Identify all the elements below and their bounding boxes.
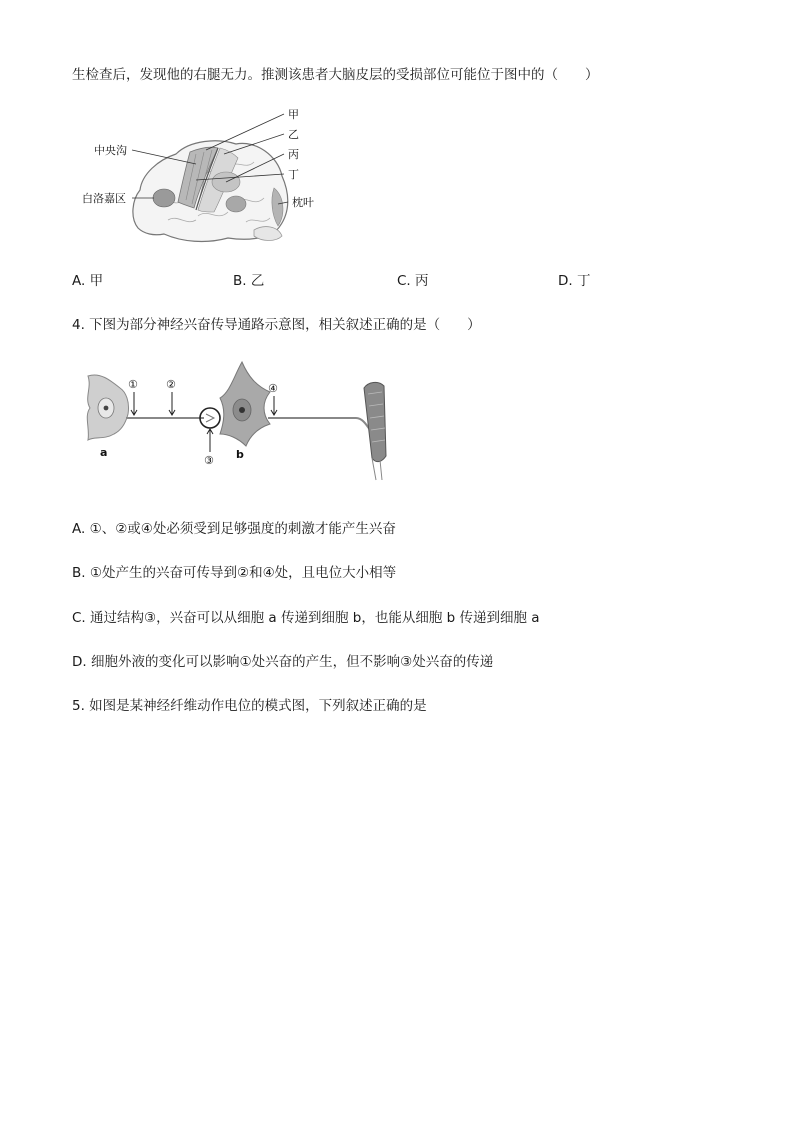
option-key: B. [72, 565, 86, 581]
label-cell-b: b [236, 448, 244, 461]
label-yi: 乙 [288, 128, 299, 141]
option-key: A. [72, 273, 86, 289]
label-3: ③ [204, 454, 214, 467]
q4-option-a [72, 520, 396, 538]
q3-option-d [558, 272, 590, 290]
neuron-figure [80, 358, 400, 484]
q4-option-d [72, 653, 493, 671]
option-key: D. [72, 654, 87, 670]
label-4: ④ [268, 382, 278, 395]
label-2: ② [166, 378, 176, 391]
q5-stem: 5. 如图是某神经纤维动作电位的模式图，下列叙述正确的是 [72, 698, 427, 714]
label-cell-a: a [100, 446, 108, 459]
label-jia: 甲 [288, 108, 299, 121]
q3-option-b [233, 272, 264, 290]
label-1: ① [128, 378, 138, 391]
option-key: B. [233, 273, 247, 289]
q3-option-c [397, 272, 429, 290]
label-central-sulcus: 中央沟 [94, 144, 127, 157]
option-text: ①、②或④处必须受到足够强度的刺激才能产生兴奋 [89, 521, 396, 537]
option-text: 丙 [415, 273, 429, 289]
option-key: C. [72, 610, 86, 626]
option-key: D. [558, 273, 573, 289]
option-key: A. [72, 521, 86, 537]
label-bing: 丙 [288, 148, 299, 161]
q4-option-c [72, 609, 540, 627]
q3-option-a [72, 272, 103, 290]
brain-figure [78, 104, 338, 254]
q4-stem: 4. 下图为部分神经兴奋传导通路示意图，相关叙述正确的是（ ） [72, 317, 481, 333]
option-text: 乙 [250, 273, 265, 289]
option-text: 甲 [89, 273, 104, 289]
option-key: C. [397, 273, 411, 289]
q4-option-b [72, 564, 396, 582]
option-text: 丁 [576, 273, 591, 289]
label-occipital: 枕叶 [292, 196, 314, 209]
q3-stem: 生检查后，发现他的右腿无力。推测该患者大脑皮层的受损部位可能位于图中的（ ） [72, 67, 599, 83]
option-text: 细胞外液的变化可以影响①处兴奋的产生，但不影响③处兴奋的传递 [90, 654, 494, 670]
label-broca: 白洛嘉区 [82, 192, 126, 205]
option-text: 通过结构③，兴奋可以从细胞 a 传递到细胞 b，也能从细胞 b 传递到细胞 a [90, 610, 540, 626]
label-ding: 丁 [288, 168, 299, 181]
option-text: ①处产生的兴奋可传导到②和④处，且电位大小相等 [89, 565, 397, 581]
